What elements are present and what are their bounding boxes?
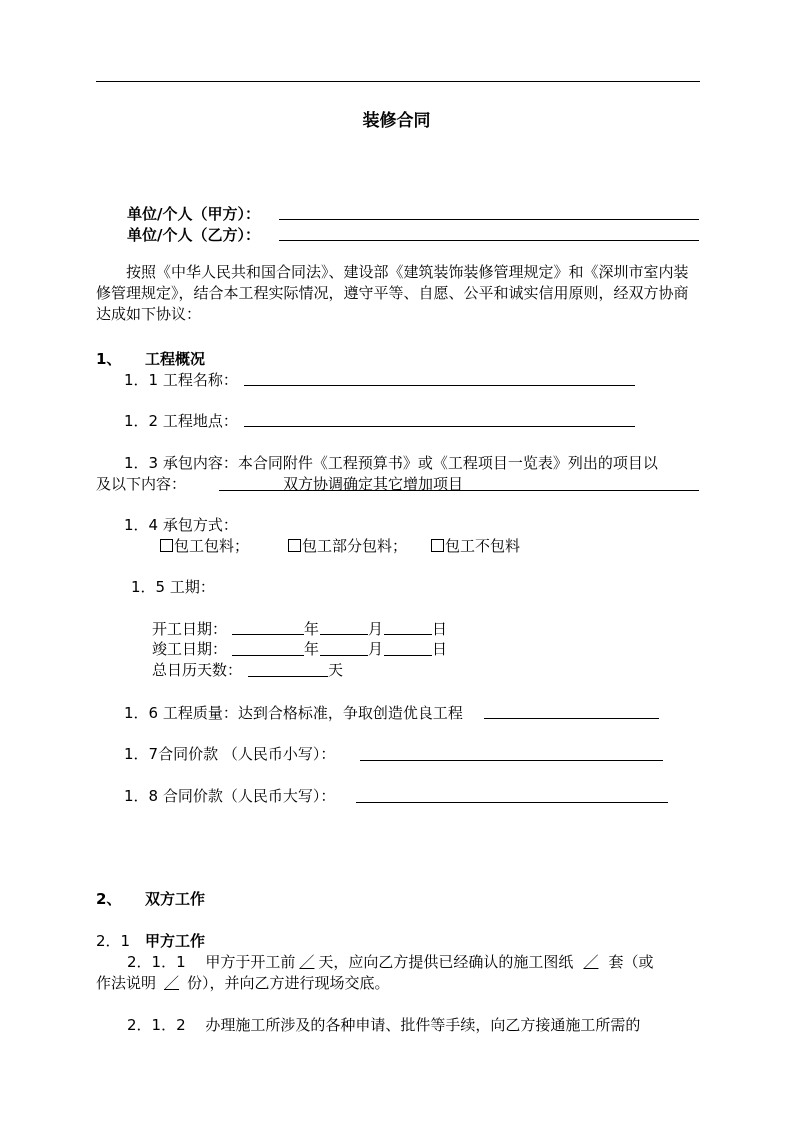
option-labor-and-materials[interactable]: 包工包料； bbox=[160, 535, 249, 556]
party-b-label: 单位/个人（乙方）： bbox=[127, 226, 260, 244]
option-labor-only[interactable]: 包工不包料 bbox=[431, 535, 520, 556]
price-words-field[interactable] bbox=[356, 802, 668, 803]
preamble-paragraph: 按照《中华人民共和国合同法》、建设部《建筑装饰装修管理规定》和《深圳市室内装修管理规定》，结合本工程实际情况，遵守平等、自愿、公平和诚实信用原则，经双方协商达成如下协议： bbox=[96, 263, 689, 323]
drawing-sets-field[interactable]: ／ bbox=[583, 953, 599, 971]
checkbox-icon[interactable] bbox=[288, 539, 301, 552]
start-year-field[interactable] bbox=[232, 634, 304, 635]
start-year-unit: 年 bbox=[304, 620, 320, 638]
option-labor-partial-materials[interactable]: 包工部分包料； bbox=[288, 535, 407, 556]
item-1-6-label: 1．6 工程质量：达到合格标准，争取创造优良工程 bbox=[124, 704, 463, 722]
total-days-field[interactable] bbox=[248, 676, 328, 677]
project-name-field[interactable] bbox=[244, 385, 635, 386]
item-1-1-label: 1．1 工程名称： bbox=[124, 371, 238, 389]
item-1-3-line2: 及以下内容： bbox=[96, 475, 187, 493]
end-month-field[interactable] bbox=[320, 655, 368, 656]
item-1-3-fill-text: 双方协调确定其它增加项目 bbox=[283, 475, 464, 493]
item-2-1-1-line2: 作法说明 ／ 份），并向乙方进行现场交底。 bbox=[96, 974, 390, 992]
quality-field[interactable] bbox=[484, 718, 659, 719]
start-date-label: 开工日期： bbox=[152, 620, 228, 638]
end-year-field[interactable] bbox=[232, 655, 304, 656]
start-month-field[interactable] bbox=[320, 634, 368, 635]
item-2-1-2-line1: 2．1．2 办理施工所涉及的各种申请、批件等手续，向乙方接通施工所需的 bbox=[127, 1016, 641, 1034]
total-days-label: 总日历天数： bbox=[152, 661, 243, 679]
item-1-3-line1: 1．3 承包内容：本合同附件《工程预算书》或《工程项目一览表》列出的项目以 bbox=[124, 454, 658, 472]
item-1-8-label: 1．8 合同价款（人民币大写）： bbox=[124, 787, 336, 805]
checkbox-icon[interactable] bbox=[160, 539, 173, 552]
start-day-unit: 日 bbox=[432, 620, 448, 638]
item-2-1-1-line1: 2．1．1 甲方于开工前 ／ 天，应向乙方提供已经确认的施工图纸 ／ 套（或 bbox=[127, 953, 654, 971]
method-copies-field[interactable]: ／ bbox=[164, 974, 180, 992]
header-rule bbox=[96, 81, 700, 82]
start-day-field[interactable] bbox=[384, 634, 432, 635]
end-day-unit: 日 bbox=[432, 640, 448, 658]
party-a-field[interactable] bbox=[279, 219, 699, 220]
days-before-field[interactable]: ／ bbox=[299, 953, 315, 971]
section-1-heading: 工程概况 bbox=[145, 350, 206, 368]
section-1-number: 1、 bbox=[96, 350, 122, 368]
start-month-unit: 月 bbox=[368, 620, 384, 638]
section-2-heading: 双方工作 bbox=[145, 890, 206, 908]
checkbox-icon[interactable] bbox=[431, 539, 444, 552]
sub-2-1-number: 2．1 bbox=[96, 932, 131, 950]
sub-2-1-heading: 甲方工作 bbox=[145, 932, 206, 950]
project-location-field[interactable] bbox=[244, 426, 635, 427]
page-title: 装修合同 bbox=[362, 111, 431, 131]
contract-scope-field[interactable] bbox=[219, 490, 699, 491]
end-date-label: 竣工日期： bbox=[152, 640, 228, 658]
end-day-field[interactable] bbox=[384, 655, 432, 656]
total-days-unit: 天 bbox=[328, 661, 344, 679]
end-year-unit: 年 bbox=[304, 640, 320, 658]
section-2-number: 2、 bbox=[96, 890, 122, 908]
party-b-field[interactable] bbox=[279, 240, 699, 241]
item-1-5-label: 1．5 工期： bbox=[131, 578, 215, 596]
price-numeric-field[interactable] bbox=[360, 760, 663, 761]
end-month-unit: 月 bbox=[368, 640, 384, 658]
item-1-2-label: 1．2 工程地点： bbox=[124, 412, 238, 430]
party-a-label: 单位/个人（甲方）： bbox=[127, 205, 260, 223]
item-1-7-label: 1．7合同价款 （人民币小写）： bbox=[124, 745, 336, 763]
item-1-4-label: 1．4 承包方式： bbox=[124, 516, 238, 534]
